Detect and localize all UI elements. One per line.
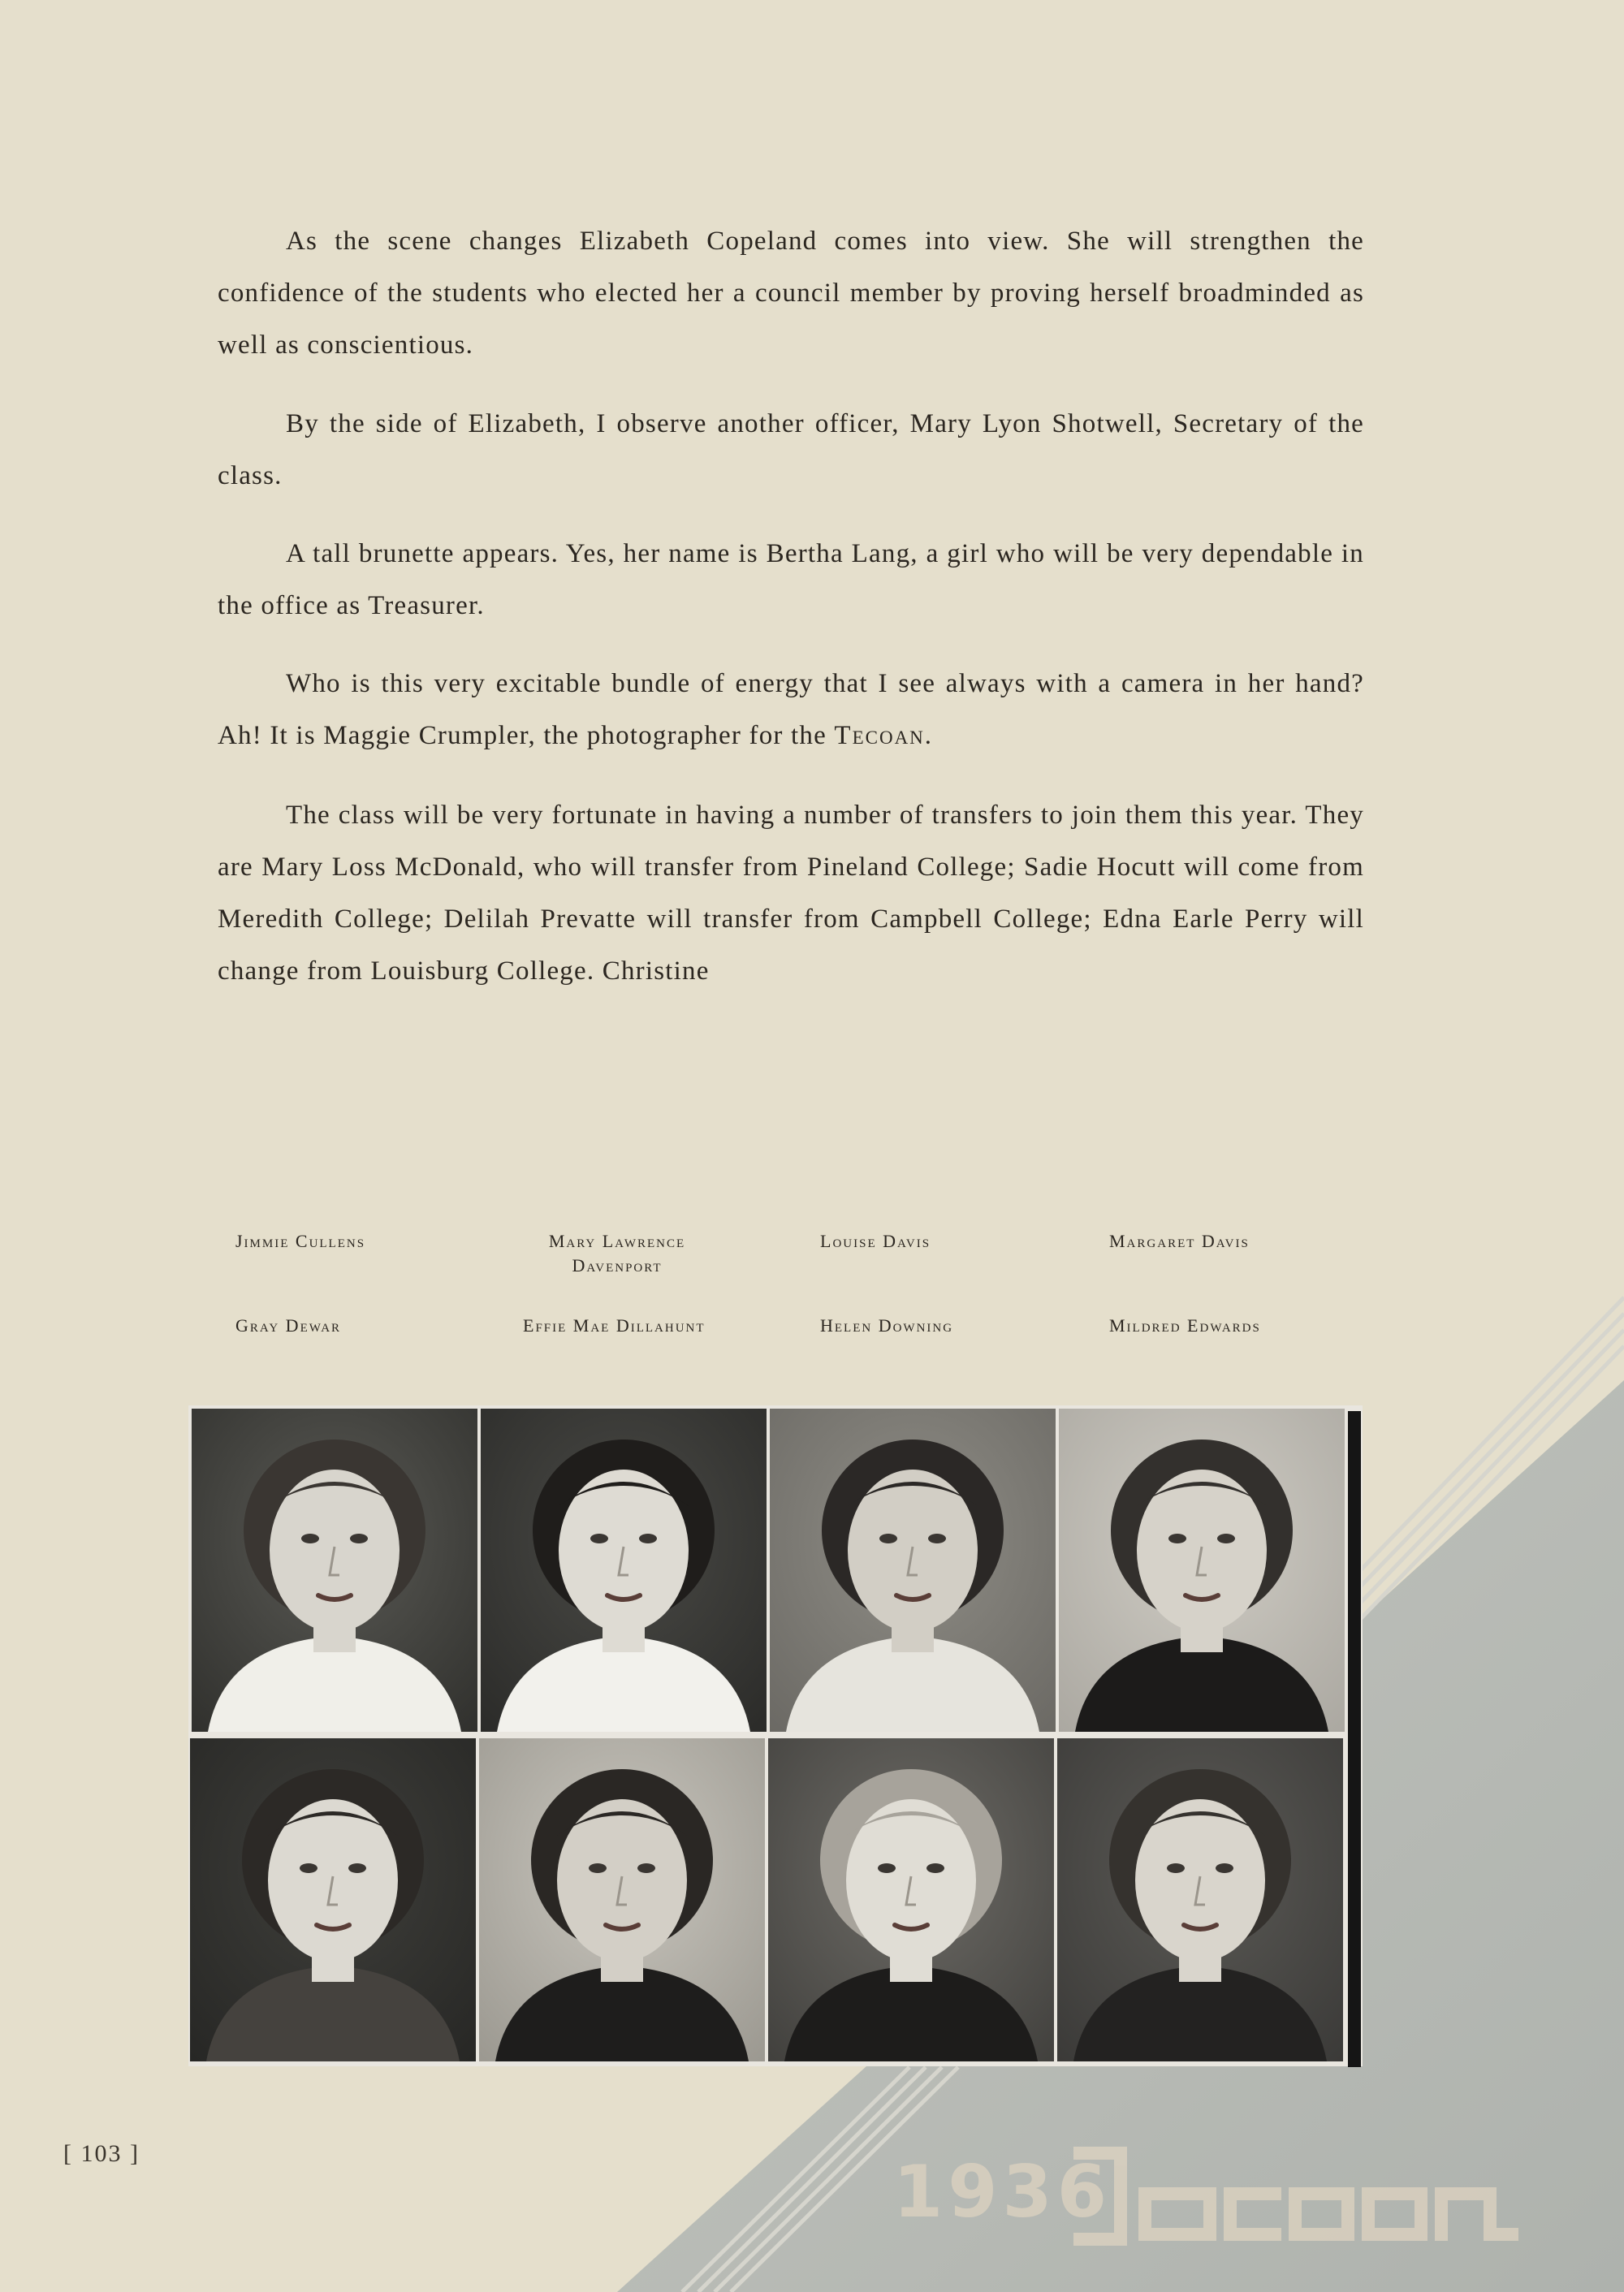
caption-margaret-davis: Margaret Davis (1109, 1231, 1250, 1251)
tecoan-wordmark-icon (1056, 2143, 1518, 2249)
portrait-photo-2 (481, 1409, 767, 1732)
portrait-image (192, 1409, 477, 1732)
tecoan-name: Tecoan (834, 721, 925, 750)
paragraph-crumpler-end: . (924, 721, 933, 750)
portrait-photo-4 (1059, 1409, 1345, 1732)
portrait-photo-8 (1057, 1738, 1343, 2061)
portrait-photo-6 (479, 1738, 765, 2061)
portrait-image (481, 1409, 767, 1732)
caption-mildred-edwards: Mildred Edwards (1109, 1315, 1261, 1336)
portrait-image (770, 1409, 1056, 1732)
paragraph-crumpler (218, 658, 1364, 762)
portrait-photo-7 (768, 1738, 1054, 2061)
portrait-image (190, 1738, 476, 2061)
logo-year: 1936 (893, 2150, 1112, 2234)
paragraph-copeland: As the scene changes Elizabeth Copeland comes into view. She will strengthen the confidence of the students who elected her a council member by proving herself broadminded as well as conscientious. (218, 227, 1364, 360)
page-number: [ 103 ] (63, 2140, 140, 2167)
portrait-grid (188, 1405, 1363, 2066)
caption-jimmie-cullens: Jimmie Cullens (235, 1231, 366, 1251)
paragraph-lang: A tall brunette appears. Yes, her name is Bertha Lang, a girl who will be very dependable in the office as Treasurer. (218, 539, 1364, 620)
paragraph-transfers: The class will be very fortunate in having a number of transfers to join them this year. They are Mary Loss McDonald, who will transfer from Pineland College; Sadie Hocutt will come from Meredith College; Delilah Prevatte will transfer from Campbell College; Edna Earle Perry will change from Louisburg College. Christine (218, 801, 1364, 986)
paragraph-crumpler-text: Who is this very excitable bundle of energy that I see always with a camera in her hand? Ah! It is Maggie Crumpler, the photographer for the (218, 669, 1364, 750)
portrait-photo-3 (770, 1409, 1056, 1732)
caption-louise-davis: Louise Davis (820, 1231, 931, 1251)
tecoan-logo (893, 2143, 1518, 2249)
caption-helen-downing: Helen Downing (820, 1315, 954, 1336)
grid-edge-bar (1348, 1411, 1361, 2067)
portrait-image (479, 1738, 765, 2061)
caption-mary-lawrence-davenport: Mary Lawrence Davenport (548, 1231, 686, 1275)
portrait-image (768, 1738, 1054, 2061)
portrait-image (1059, 1409, 1345, 1732)
portrait-photo-5 (190, 1738, 476, 2061)
caption-effie-mae-dillahunt: Effie Mae Dillahunt (523, 1315, 706, 1336)
paragraph-shotwell: By the side of Elizabeth, I observe another officer, Mary Lyon Shotwell, Secretary of the class. (218, 409, 1364, 490)
portrait-image (1057, 1738, 1343, 2061)
caption-gray-dewar: Gray Dewar (235, 1315, 342, 1336)
portrait-photo-1 (192, 1409, 477, 1732)
